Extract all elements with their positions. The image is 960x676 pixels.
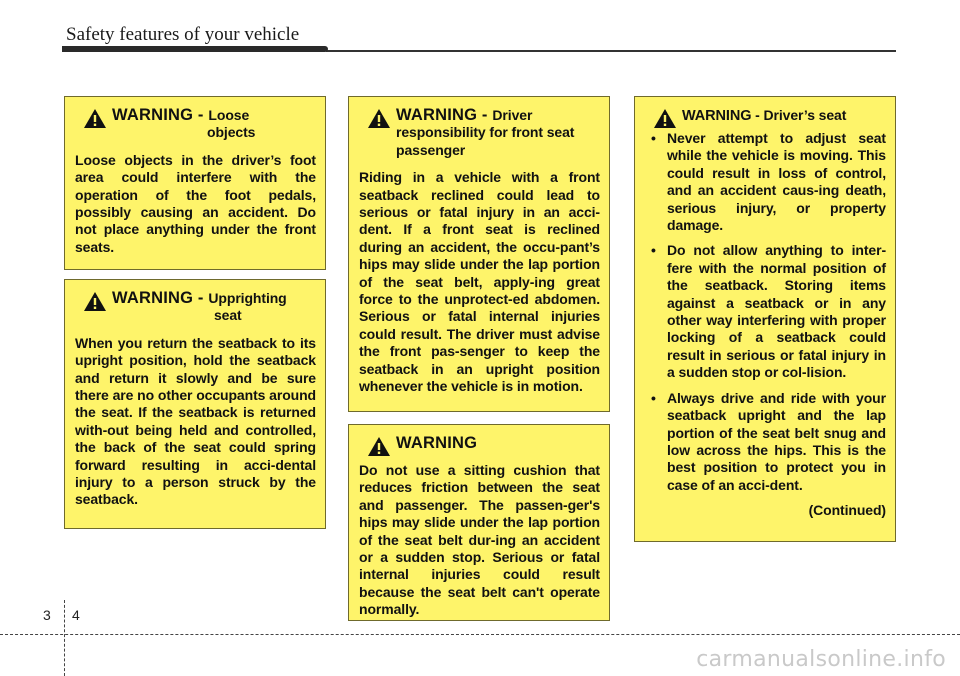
warning-title-line2: objects	[207, 124, 256, 141]
warning-title-line2: seat	[214, 307, 242, 324]
warning-header	[359, 435, 600, 456]
warning-header	[645, 107, 886, 128]
title-rule-thick	[62, 46, 328, 52]
warning-driver-responsibility	[348, 96, 610, 412]
list-item: • Never attempt to adjust seat while the vehicle is moving. This could result in loss of control, and an accident caus-ing death, serious injury, or property damage.	[645, 130, 886, 234]
warning-loose-objects	[64, 96, 326, 270]
warning-triangle-icon	[368, 437, 390, 456]
warning-triangle-icon	[368, 109, 390, 128]
warning-sitting-cushion	[348, 424, 610, 621]
warning-word: WARNING -	[112, 106, 209, 124]
watermark: carmanualsonline.info	[696, 647, 946, 672]
warning-title: - Driver’s seat	[751, 107, 847, 123]
warning-word: WARNING -	[396, 106, 493, 124]
warning-header	[75, 290, 316, 325]
section-title: Safety features of your vehicle	[66, 24, 300, 45]
warning-word: WARNING -	[112, 289, 209, 307]
warning-bullet-list	[645, 130, 886, 494]
warning-triangle-icon	[654, 109, 676, 128]
warning-title-line1: Loose	[208, 107, 250, 123]
warning-body: Riding in a vehicle with a front seatback reclined could lead to serious or fatal injury in an acci-dent. If a front seat is reclined during an accident, the occu-pant’s hips may slide under the lap portion of the seat belt, apply-ing great force to the unprotect-ed abdomen. Serious or fatal internal injuries could result. The driver must advise the front pas-senger to keep the seatback in an upright position whenever the vehicle is in motion.	[359, 169, 600, 395]
warning-title-line2: responsibility for front seat passenger	[396, 124, 575, 158]
footer-dashed-divider	[64, 600, 65, 676]
warning-header	[75, 107, 316, 142]
title-rule-thin	[326, 50, 896, 52]
warning-word: WARNING	[682, 108, 752, 124]
warning-body: When you return the seatback to its upright position, hold the seatback and return it slowly and be sure there are no other occupants around the seat. If the seatback is returned with-out being held and controlled, the back of the seat could spring forward resulting in acci-dental injury to a person struck by the seatback.	[75, 334, 316, 508]
warning-upright-seat	[64, 279, 326, 529]
warning-body: Loose objects in the driver’s foot area could interfere with the operation of the foot pedals, possibly causing an accident. Do not place anything under the front seats.	[75, 151, 316, 255]
page-number: 4	[72, 607, 80, 623]
warning-drivers-seat	[634, 96, 896, 542]
list-item: • Always drive and ride with your seatback upright and the lap portion of the seat belt snug and low across the hips. This is the best position to protect you in case of an acci-dent.	[645, 390, 886, 494]
warning-title-line1: Upprighting	[208, 290, 287, 306]
warning-title-line1: Driver	[492, 107, 533, 123]
warning-body: Do not use a sitting cushion that reduces friction between the seat and passenger. The passen-ger's hips may slide under the lap portion of the seat belt dur-ing an accident or a sudden stop. Serious or fatal internal injuries could result because the seat belt can't operate normally.	[359, 462, 600, 618]
list-item: • Do not allow anything to inter-fere with the normal position of the seatback. Storing items against a seatback or in any other way interfering with proper locking of a seatback could result in serious or fatal injury in a sudden stop or col-lision.	[645, 242, 886, 381]
continued-label: (Continued)	[808, 502, 886, 519]
chapter-number: 3	[43, 607, 51, 623]
warning-triangle-icon	[84, 292, 106, 311]
warning-header	[359, 107, 600, 159]
warning-word: WARNING	[396, 434, 478, 452]
footer-dashed-line	[0, 634, 960, 635]
warning-triangle-icon	[84, 109, 106, 128]
